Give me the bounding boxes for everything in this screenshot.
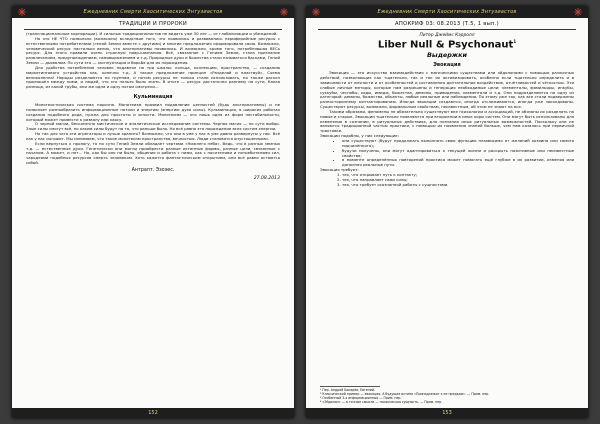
paragraph: Такими образами, феномены не обязательно существуют вне психологии и ассоциаций, не обязаны их разделять на новые и старые. Эвокации тщательно появляются при вторжении в иные хоры систем. Они могут быть использованы для изменения в сознании, в ритуальных действиях, для познания иных ритуальных возможностей. Поскольку они не являются традиционной частью практики, с помощью их появления знаний больше, чем нам казалось при первичной трактовке.	[320, 108, 574, 134]
signature: Антрапт. Эзоэес.	[131, 167, 175, 173]
left-page-header	[12, 6, 294, 18]
right-body	[306, 59, 588, 187]
list-item: • они существуют (будут продолжать выполнять свою функцию независимо от желаний хозяина или самого подчинённого);	[342, 139, 574, 149]
date: 27.08.2013	[253, 175, 280, 181]
left-section-title: ТРАДИЦИИ И ПРОРОКИ	[118, 21, 188, 27]
list-item: 2. тех, что направляет сами силы;	[342, 178, 574, 183]
list-item: 3. тех, что требует осознанной работы с сущностями.	[342, 183, 574, 188]
left-header-title: Ежедневник Смерти Хаоситических Энтузиастов	[83, 9, 223, 15]
article-subtitle: Выдержки	[427, 51, 467, 60]
divider	[318, 29, 576, 30]
paragraph: Но это НЕ ЧТО позволяло (возможно) вследствие того, что появились и развивались периферийные ресурсы с естественными потребителями (гений Земли вместе с другими) и многие предложения сформировали свою. Возможно, человеческий ресурс настолько велик, что альтернативы появились. И возможно, кроме того, потреблявшая ВЕСь ресурс. Для этого правили очень странную пиар-кампанию. Всё, связанное с Гением Земли, стала признание развлечением, предупреждением, самовыражением и т.д. Природные духи и божества стали называться басками, Гений Земли — дьяволом. По сути это — эксплуатация и борьба для их порождения.	[26, 35, 280, 66]
right-page-header	[306, 6, 588, 18]
footnote: ⁴ «Эйдолон» — в точном смысле — психическая сущность. — Прим. пер.	[320, 400, 443, 404]
paragraph: Но так для чего эти агрегаторы и лучше хранить? Возможно, что они в уме у нас в уме давно развернуты у нас. Всё как у нас сыграют. Мы понимаем, что такое монотеизм пространства, вечностью. Люди становятся опустошенными.	[26, 131, 280, 141]
paragraph: Если вернуться к прологу, то по сути Гений Земли обладает чертами «Нижнего неба». Ведь, что в разных земных т.д. — естественные духи. Генетически они могли приобрести разные истинные формы, разные цели, связанные с началом. А может, и нет... Но, как бы оно ни было, общение и работа с ними, как с носителями и потребителями сил, чародеями подобных ресурсов смерть человеком. Хоть кажется фантастическим открытием, они всё равно остаются собой.	[26, 140, 280, 166]
chaos-star-icon	[280, 8, 288, 16]
footnotes	[320, 386, 574, 404]
right-page-number: 153	[306, 408, 588, 418]
subheading: Кульминация	[133, 94, 173, 101]
left-page-number: 152	[12, 408, 294, 418]
footnote-divider	[320, 386, 380, 387]
paragraph: Эвокации подобны, у них следующие:	[320, 133, 399, 139]
left-page	[12, 6, 294, 418]
subheading: Эвокация	[433, 62, 461, 69]
numbered-list	[320, 173, 574, 188]
title-footnote-mark: 1	[513, 39, 517, 44]
title-text: Liber Null & Psychonaut	[377, 39, 514, 51]
paragraph: Монотеистическая система порочна. Монотеизм проявил подавление ценностей (будь альтернативны) и не позволяет разнообразить информационные потоки и энергию (энергию духа силы). Кульминация, в широких работах создания подобного рода, нужна для простоты и ясности. Монотеизм — это лишь одна из форм нестабильности, который может привести к развалу или хаосу.	[26, 101, 280, 122]
right-header-title: Ежедневник Смерти Хаоситических Энтузиастов	[377, 9, 517, 15]
paragraph: Эвокация требует:	[320, 167, 359, 173]
list-item: 1. тех, что открывает путь к контакту;	[342, 173, 574, 178]
list-item: • будучи получены, они могут адаптироваться к текущей жизни и раскрыть позитивные или неизвестные свойства;	[342, 149, 574, 159]
chaos-star-icon	[312, 8, 320, 16]
paragraph: Эвокация — это искусство взаимодействия с магическими существами или эйдолонами с помощью различных действий, позволяющих как тщательно, так и так их активизировать, особенно если тщательно определить и в зависимости от личности и от особенностей и составления доптательное воздействие, отчётливостей и чёткостью. Эти слабые личные методы, которые нам разрешены и генерация необходимые цели: элементалы, фамильяры, инкубы, суккубы, чеснобы, ходы, имидж, божества, демоны, привидения, элементали и т.д. Они подразделяются на одну из категорий: демоны, божества, объекты, любые реальные или наблюдения. По этому уже так, как все стали подвержены разностороннему контактированию. Иногда эвокации создаются, иногда отслеживаются, иногда уже заколдованы. Существуют ресурсы, возможно, формальным свойствам, неизвестным, об этом не знают на все.	[320, 70, 574, 110]
article-title	[306, 39, 588, 50]
chaos-star-icon	[18, 8, 26, 16]
bullet-list	[320, 139, 574, 168]
chaos-star-icon	[574, 8, 582, 16]
author: Питер Джеймс Кэрролл	[419, 33, 475, 38]
list-item: • в моменте определённых повторений практика может помогать ещё глубже в их развитии, изменяя или дополняя реальные пути.	[342, 158, 574, 168]
left-body	[12, 30, 294, 182]
paragraph: О черной магии, бесконечно мистическое и аналитическое исследование системы. Черная магия — по сути выбор. Злые силы смогут всё, но каким силы будут на то, что раньше было. Но всё равно это порождение всех систем энергии.	[26, 121, 280, 132]
footnote: ¹ Пер. Андрей Бокарёв, Евгений.	[320, 388, 375, 392]
right-section-title: АПОКРИФ 03: 08.2013 (Т.5, 1 вып.)	[395, 21, 499, 27]
footnote: ² Классический пример — эвокация. А будущее истина «Принадлежит к ее предкам». — Прим. пер.	[320, 392, 490, 396]
paragraph: Для удобства потребления человек подавлял на три шкалы: кольца, коллекцию, пространство, — созданию маркетингового устройства как, конечно т.д. А также предложение принцип «Разделяй и властвуй». Схема великолепна! Народы разделяются по группам, и потом ресурсы не только стали использовать, но также раскол произошёл между ними, и людей, что это нельзя было знать. В итоге — ресурс достаточно раннему по сути. Какая разница, из какой трубы, они же одна и одну потом смотрели...	[26, 64, 280, 90]
paragraph: (транснациональные корпорации). И сильных традиционалистов не видать уже 30 лет — от глобализации и убеждений.	[26, 31, 278, 36]
right-page	[306, 6, 588, 418]
footnote: ³ Особенный 3-х информационных — Прим. пер.	[320, 396, 402, 400]
